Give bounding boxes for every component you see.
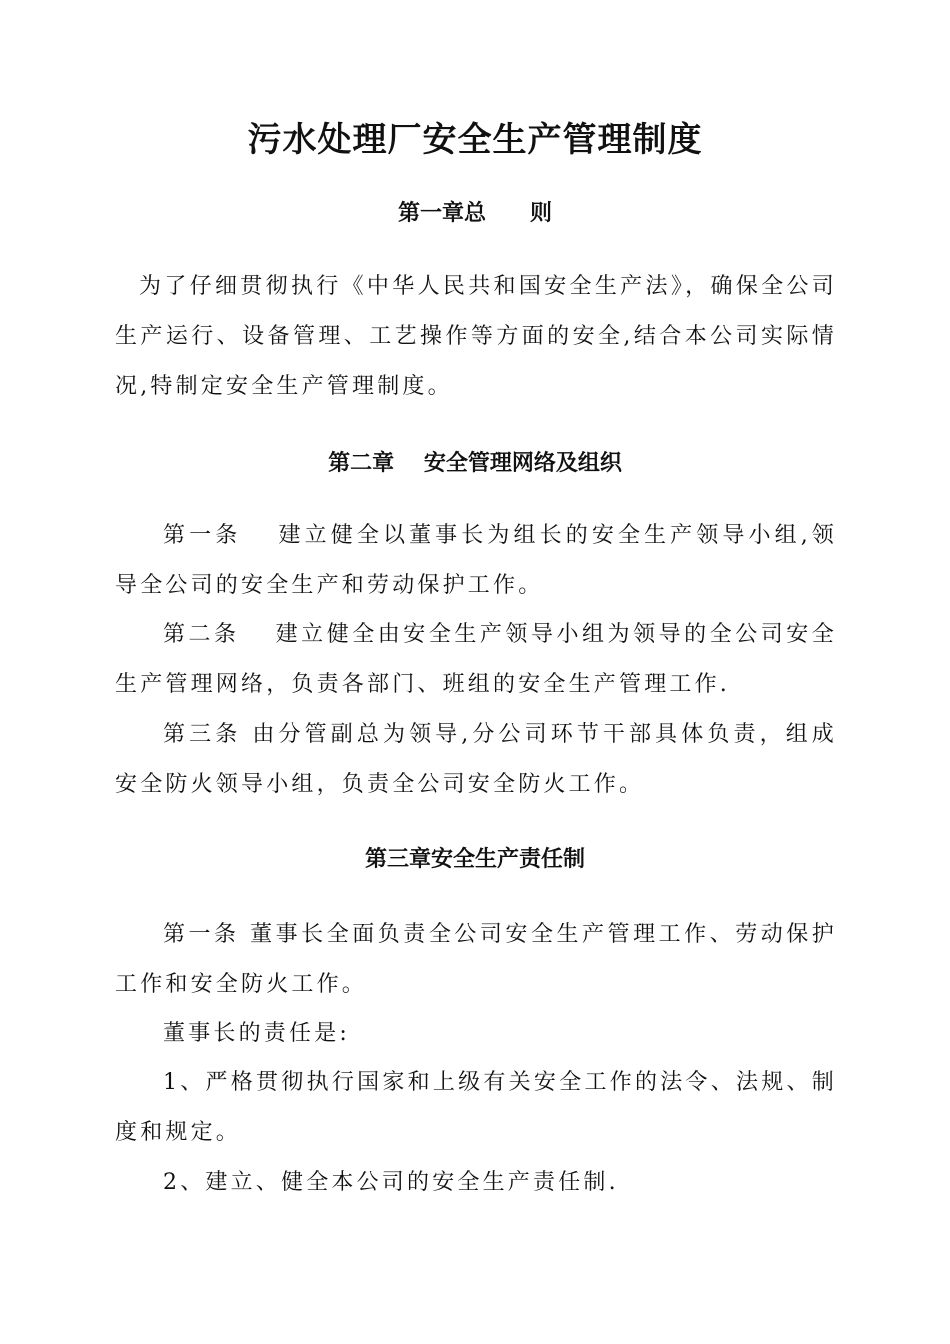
chapter3-article-1: 第一条 董事长全面负责全公司安全生产管理工作、劳动保护工作和安全防火工作。 [115,922,837,997]
chapter2-article-1: 第一条 建立健全以董事长为组长的安全生产领导小组,领导全公司的安全生产和劳动保护工作。 [115,523,837,598]
chapter1-paragraph: 为了仔细贯彻执行《中华人民共和国安全生产法》，确保全公司生产运行、设备管理、工艺操作等方面的安全,结合本公司实际情况,特制定安全生产管理制度。 [115,274,837,399]
document-title: 污水处理厂安全生产管理制度 [247,120,703,160]
chapter3-duty-2: 2、建立、健全本公司的安全生产责任制. [163,1170,619,1195]
chapter3-duties-intro: 董事长的责任是: [163,1021,351,1046]
chapter1-heading: 第一章总 则 [397,201,552,226]
chapter2-article-3: 第三条 由分管副总为领导,分公司环节干部具体负责，组成安全防火领导小组，负责全公司安全防火工作。 [115,722,837,797]
chapter2-heading: 第二章 安全管理网络及组织 [328,451,622,476]
chapter2-article-2: 第二条 建立健全由安全生产领导小组为领导的全公司安全生产管理网络，负责各部门、班组的安全生产管理工作. [115,622,837,697]
chapter3-heading: 第三章安全生产责任制 [364,847,585,872]
chapter3-duty-1: 1、严格贯彻执行国家和上级有关安全工作的法令、法规、制度和规定。 [115,1070,837,1145]
